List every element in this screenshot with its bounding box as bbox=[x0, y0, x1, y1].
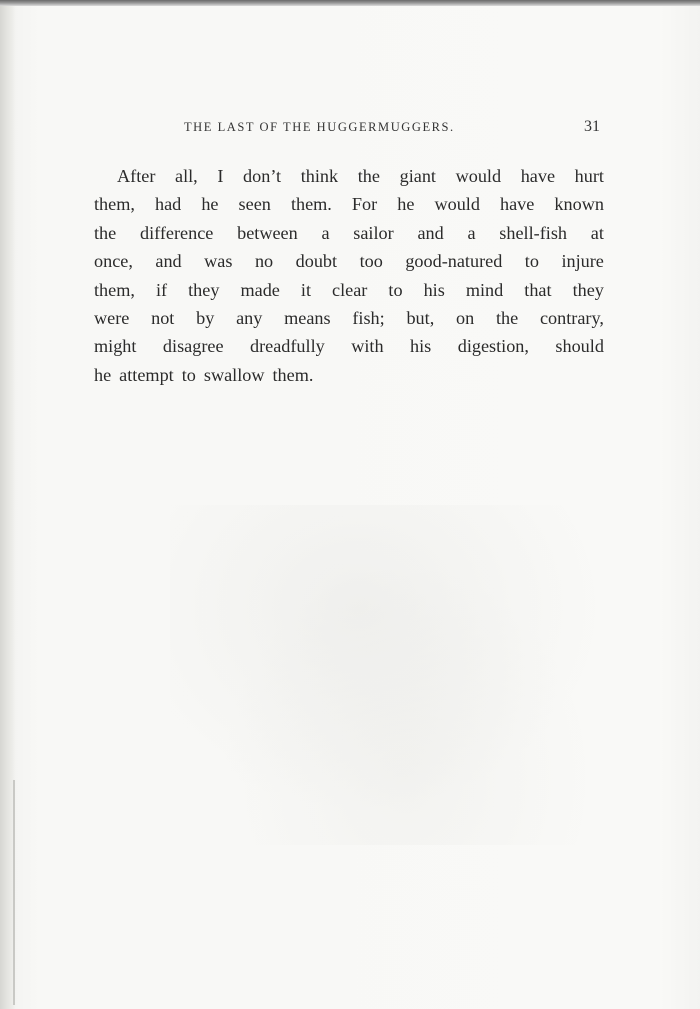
word: he bbox=[397, 194, 415, 215]
word: by bbox=[196, 307, 215, 328]
word: was bbox=[204, 251, 233, 272]
word: have bbox=[520, 166, 556, 186]
word: swallow bbox=[203, 364, 265, 385]
word: mind bbox=[465, 279, 504, 300]
word: on bbox=[456, 307, 475, 328]
word: should bbox=[555, 336, 604, 357]
word: and bbox=[417, 222, 444, 243]
word: made bbox=[240, 279, 280, 300]
word: them. bbox=[290, 194, 332, 215]
word: no bbox=[254, 251, 274, 272]
word: giant bbox=[399, 166, 436, 186]
word: them, bbox=[94, 194, 135, 215]
word: difference bbox=[139, 222, 214, 243]
word: have bbox=[500, 194, 535, 215]
word: his bbox=[410, 336, 432, 357]
word: good-natured bbox=[405, 251, 503, 272]
word: clear bbox=[332, 279, 368, 300]
word: they bbox=[188, 279, 220, 300]
word: all, bbox=[175, 166, 198, 186]
body-paragraph bbox=[94, 162, 604, 389]
text-line bbox=[94, 219, 604, 247]
word: any bbox=[236, 307, 263, 328]
word: but, bbox=[406, 307, 435, 328]
page-header bbox=[184, 118, 600, 140]
text-line bbox=[94, 276, 604, 304]
word: After bbox=[117, 166, 156, 186]
word: not bbox=[151, 307, 175, 328]
word: between bbox=[237, 222, 298, 243]
word: were bbox=[94, 307, 130, 328]
word: seen bbox=[238, 194, 271, 215]
word: disagree bbox=[162, 336, 224, 357]
word: digestion, bbox=[457, 336, 529, 357]
word: them. bbox=[272, 364, 314, 385]
word: dreadfully bbox=[249, 336, 325, 357]
word: he bbox=[201, 194, 219, 215]
word: a bbox=[321, 222, 330, 243]
word: hurt bbox=[574, 166, 604, 186]
word: he bbox=[94, 364, 112, 385]
word: his bbox=[423, 279, 445, 300]
word: the bbox=[495, 307, 519, 328]
word: shell-fish bbox=[499, 222, 567, 243]
word: it bbox=[300, 279, 311, 300]
word: think bbox=[300, 166, 339, 186]
word: might bbox=[94, 336, 137, 357]
word: attempt bbox=[119, 364, 174, 385]
word: with bbox=[351, 336, 384, 357]
text-line bbox=[94, 162, 604, 190]
word: that bbox=[524, 279, 552, 300]
text-line bbox=[94, 247, 604, 275]
word: For bbox=[351, 194, 378, 215]
word: to bbox=[524, 251, 539, 272]
page-top-edge bbox=[0, 0, 700, 6]
word: to bbox=[181, 364, 196, 385]
word: if bbox=[155, 279, 168, 300]
word: too bbox=[359, 251, 383, 272]
word: and bbox=[155, 251, 182, 272]
word: once, bbox=[94, 251, 133, 272]
word: doubt bbox=[295, 251, 338, 272]
word: to bbox=[388, 279, 403, 300]
word: the bbox=[94, 222, 117, 243]
word: don’t bbox=[243, 166, 282, 186]
word: them, bbox=[94, 279, 135, 300]
word: the bbox=[357, 166, 380, 186]
text-line bbox=[94, 361, 604, 389]
word: fish; bbox=[352, 307, 385, 328]
text-line bbox=[94, 304, 604, 332]
text-line bbox=[94, 190, 604, 218]
word: I bbox=[217, 166, 224, 186]
word: would bbox=[434, 194, 480, 215]
word: a bbox=[467, 222, 476, 243]
word: had bbox=[154, 194, 182, 215]
word: means bbox=[284, 307, 331, 328]
spine-crease bbox=[13, 780, 15, 1005]
show-through-area bbox=[170, 505, 640, 845]
word: known bbox=[554, 194, 604, 215]
word: would bbox=[455, 166, 502, 186]
running-title: THE LAST OF THE HUGGERMUGGERS. bbox=[184, 120, 455, 134]
text-line bbox=[94, 332, 604, 360]
word: they bbox=[572, 279, 604, 300]
word: injure bbox=[561, 251, 604, 272]
word: at bbox=[590, 222, 604, 243]
page-number: 31 bbox=[584, 118, 600, 135]
word: contrary, bbox=[539, 307, 604, 328]
word: sailor bbox=[353, 222, 394, 243]
